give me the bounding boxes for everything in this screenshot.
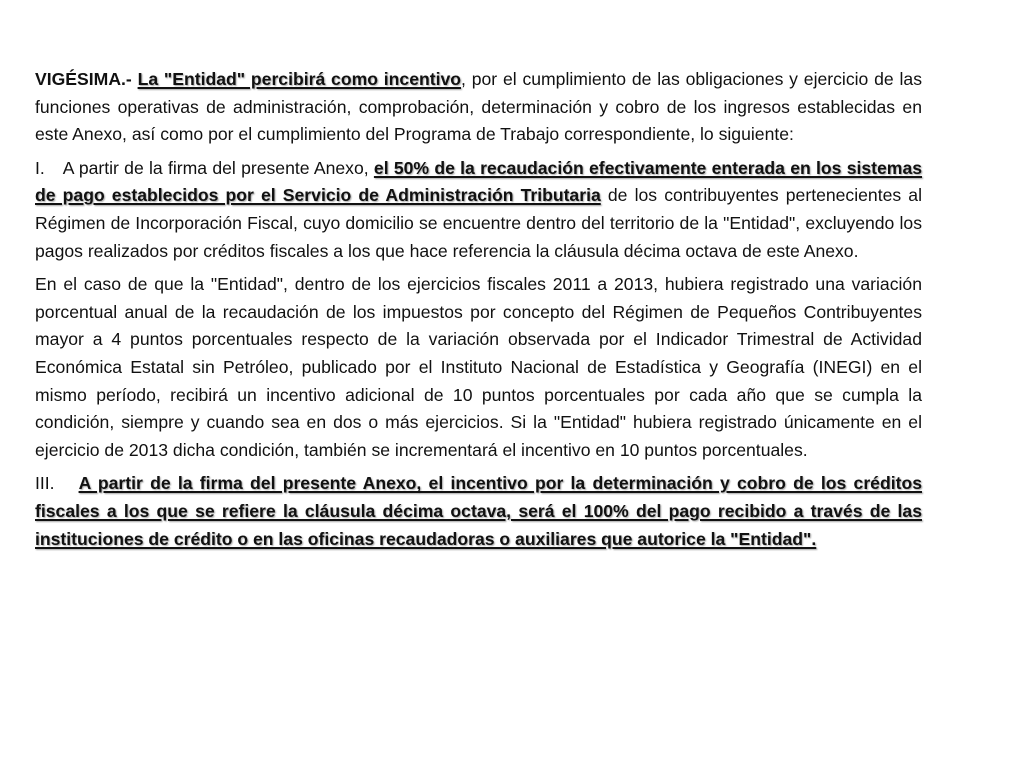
item-1-text-before: A partir de la firma del presente Anexo,	[62, 157, 369, 178]
clause-heading: VIGÉSIMA.-	[35, 69, 132, 89]
clause-paragraph	[35, 66, 922, 149]
item-1-highlight: el 50% de la recaudación efectivamente enterada en los sistemas de pago establecidos por el Servicio de Administración Tributaria	[35, 157, 923, 206]
document-body	[35, 66, 922, 559]
item-3-numeral: III.	[35, 473, 55, 494]
item-3-paragraph	[35, 470, 922, 553]
item-3-highlight: A partir de la firma del presente Anexo, el incentivo por la determinación y cobro de los créditos fiscales a los que se refiere la cláusula décima octava, será el 100% del pago recibido a través de las instituciones de crédito o en las oficinas recaudadoras o auxiliares que autorice la "Entidad".	[35, 473, 922, 549]
item-1-text-after: de los contribuyentes pertenecientes al Régimen de Incorporación Fiscal, cuyo domicilio se encuentre dentro del territorio de la "Entidad", excluyendo los pagos realizados por créditos fiscales a los que hace referencia la cláusula décima octava de este Anexo.	[35, 185, 922, 261]
item-1-numeral: I.	[35, 157, 45, 178]
paragraph-2: En el caso de que la "Entidad", dentro de los ejercicios fiscales 2011 a 2013, hubiera registrado una variación porcentual anual de la recaudación de los impuestos por concepto del Régimen de Pequeños Contribuyentes mayor a 4 puntos porcentuales respecto de la variación observada por el Indicador Trimestral de Actividad Económica Estatal sin Petróleo, publicado por el Instituto Nacional de Estadística y Geografía (INEGI) en el mismo período, recibirá un incentivo adicional de 10 puntos porcentuales por cada año que se cumpla la condición, siempre y cuando sea en dos o más ejercicios. Si la "Entidad" hubiera registrado únicamente en el ejercicio de 2013 dicha condición, también se incrementará el incentivo en 10 puntos porcentuales.	[35, 274, 922, 460]
clause-text: , por el cumplimiento de las obligaciones y ejercicio de las funciones operativas de administración, comprobación, determinación y cobro de los ingresos establecidas en este Anexo, así como por el cumplimiento del Programa de Trabajo correspondiente, lo siguiente:	[35, 69, 922, 145]
item-1-paragraph	[35, 155, 922, 265]
clause-highlight: La "Entidad" percibirá como incentivo	[137, 69, 462, 89]
